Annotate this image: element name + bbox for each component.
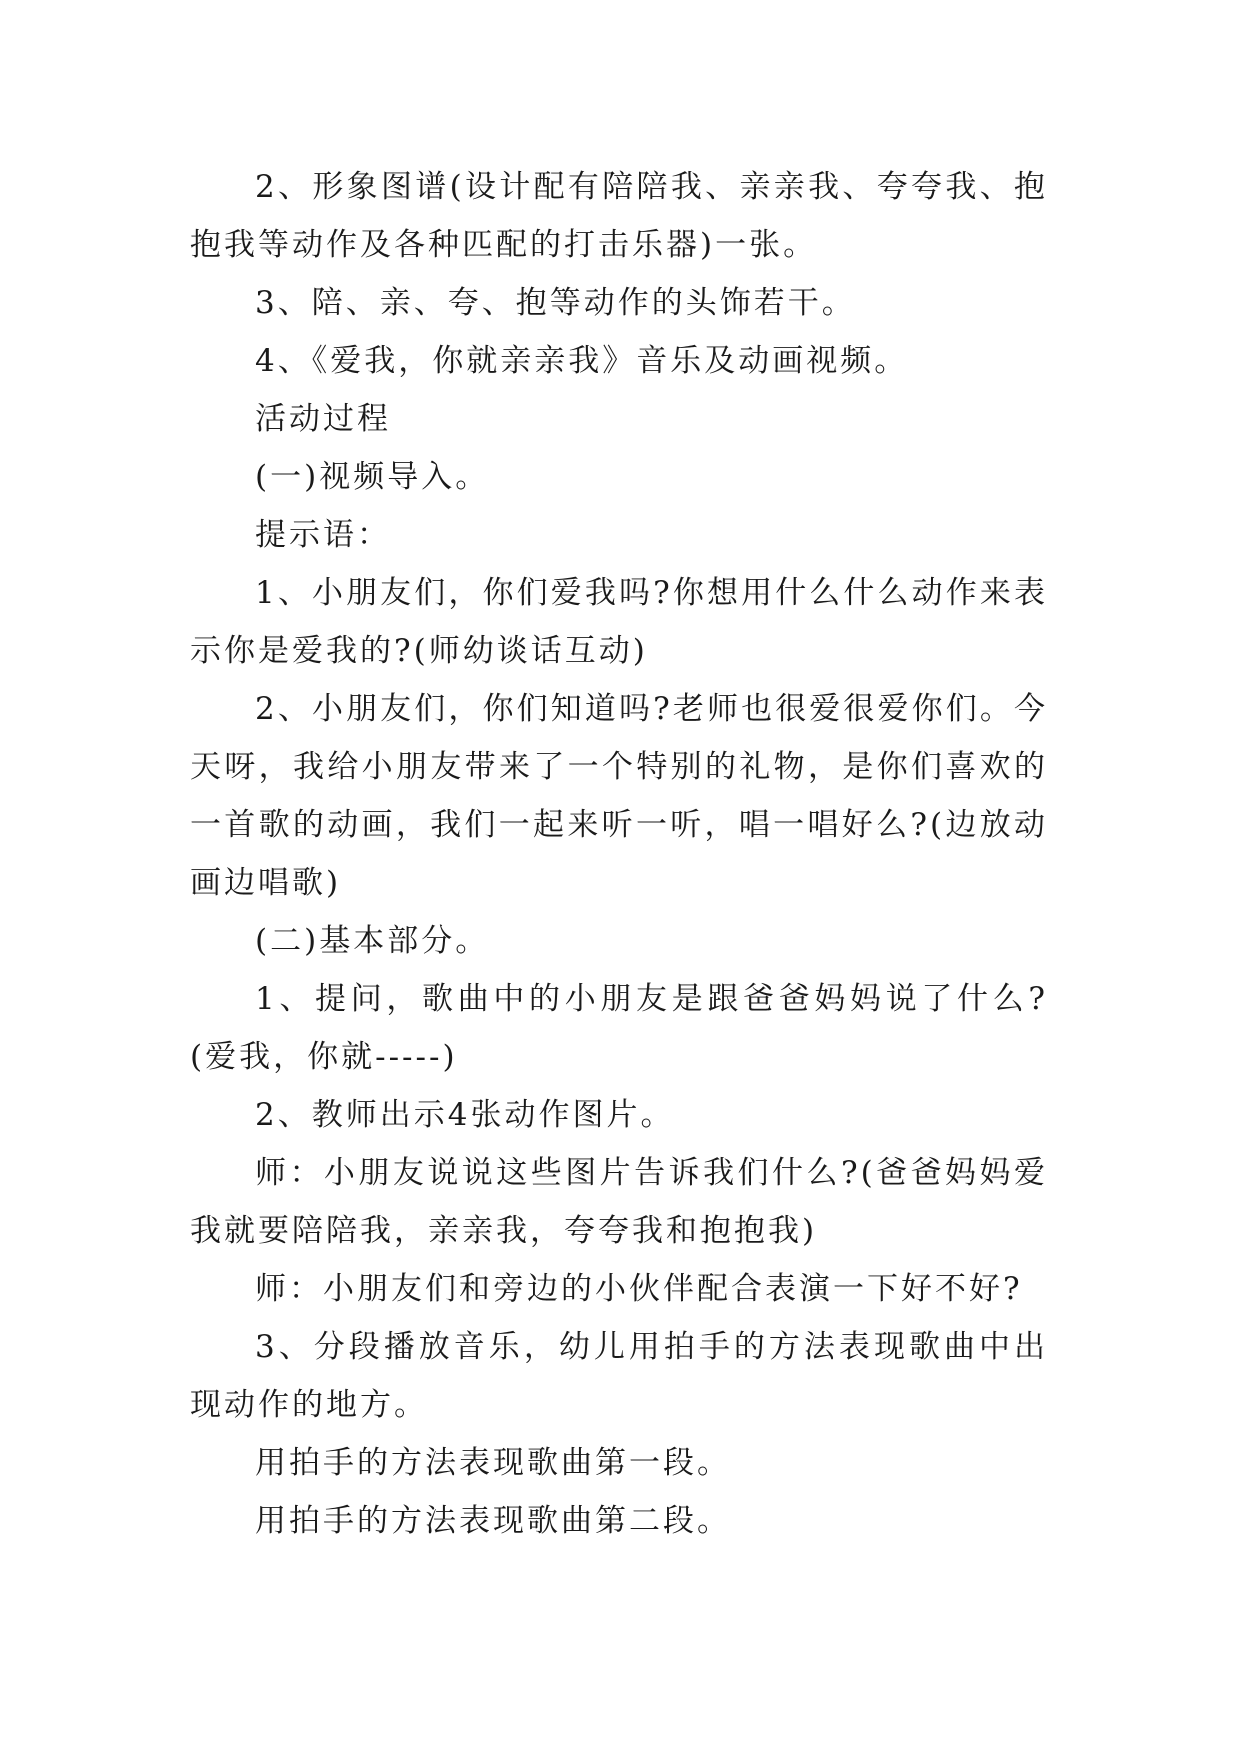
paragraph-prompt-2: 2、小朋友们，你们知道吗?老师也很爱很爱你们。今天呀，我给小朋友带来了一个特别的礼物，是你们喜欢的一首歌的动画，我们一起来听一听，唱一唱好么?(边放动画边唱歌) [190, 691, 1048, 901]
paragraph-basic-1: 1、提问，歌曲中的小朋友是跟爸爸妈妈说了什么?(爱我，你就-----) [190, 981, 1048, 1075]
paragraph-clap-section-2: 用拍手的方法表现歌曲第二段。 [255, 1503, 731, 1539]
document-body [190, 158, 1048, 1550]
paragraph-clap-section-1: 用拍手的方法表现歌曲第一段。 [255, 1445, 731, 1481]
paragraph-materials-4: 4、《爱我，你就亲亲我》音乐及动画视频。 [255, 343, 909, 379]
paragraph-materials-2: 2、形象图谱(设计配有陪陪我、亲亲我、夸夸我、抱抱我等动作及各种匹配的打击乐器)一张。 [190, 169, 1048, 263]
heading-video-intro: (一)视频导入。 [255, 459, 490, 495]
paragraph-teacher-perform: 师：小朋友们和旁边的小伙伴配合表演一下好不好? [255, 1271, 1023, 1307]
paragraph-basic-3: 3、分段播放音乐，幼儿用拍手的方法表现歌曲中出现动作的地方。 [190, 1329, 1048, 1423]
paragraph-teacher-question: 师：小朋友说说这些图片告诉我们什么?(爸爸妈妈爱我就要陪陪我，亲亲我，夸夸我和抱抱我) [190, 1155, 1048, 1249]
heading-basic-part: (二)基本部分。 [255, 923, 490, 959]
paragraph-prompt-1: 1、小朋友们，你们爱我吗?你想用什么什么动作来表示你是爱我的?(师幼谈话互动) [190, 575, 1048, 669]
paragraph-materials-3: 3、陪、亲、夸、抱等动作的头饰若干。 [255, 285, 856, 321]
heading-activity-process: 活动过程 [255, 401, 391, 437]
paragraph-basic-2: 2、教师出示4张动作图片。 [255, 1097, 675, 1133]
paragraph-prompt-label: 提示语： [255, 517, 391, 553]
